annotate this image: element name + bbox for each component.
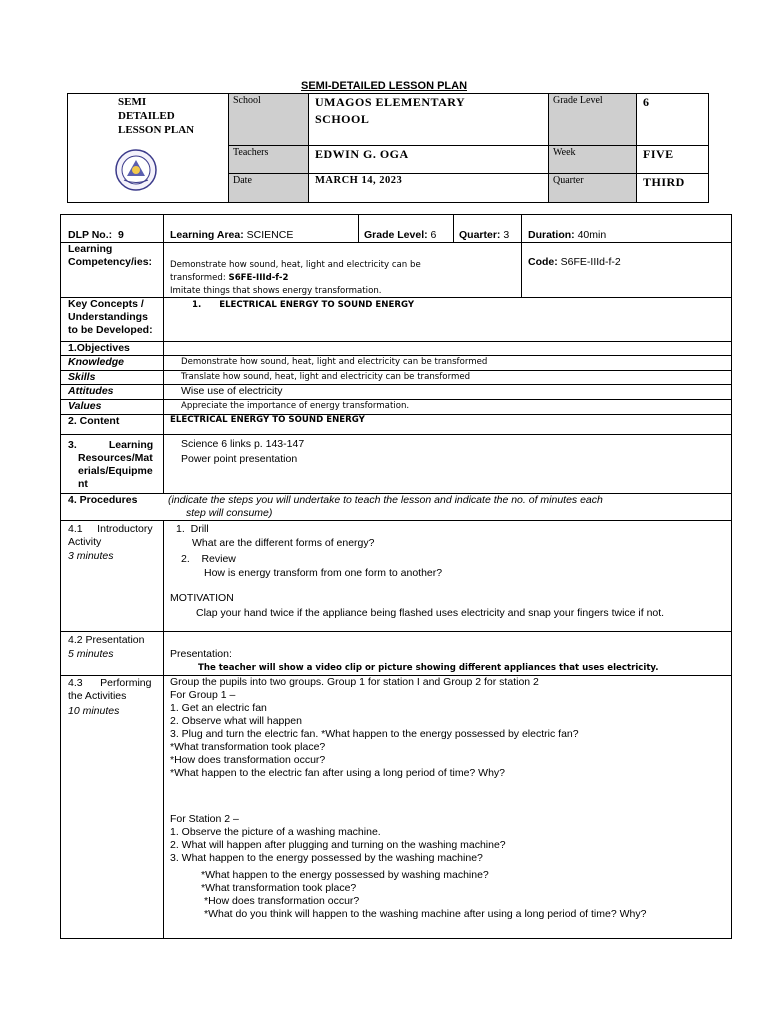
school-value-cell: [308, 94, 548, 145]
school-label: School: [233, 95, 261, 106]
attitudes-text: Wise use of electricity: [181, 385, 283, 397]
list-item: Group the pupils into two groups. Group 1 for station I and Group 2 for station 2: [170, 676, 539, 688]
list-item: 2. What will happen after plugging and turning on the washing machine?: [170, 839, 506, 851]
knowledge-text: Demonstrate how sound, heat, light and electricity can be transformed: [181, 357, 488, 367]
duration-cell: Duration: 40min: [528, 229, 607, 241]
competency-label: Learning Competency/ies:: [68, 243, 153, 268]
review-question: How is energy transform from one form to another?: [204, 567, 443, 579]
performing-time: 10 minutes: [68, 705, 120, 717]
content-label: 2. Content: [68, 415, 120, 427]
grade-level-value-cell: [636, 94, 708, 145]
presentation-label: 4.2 Presentation: [68, 634, 145, 646]
list-item: 1. Get an electric fan: [170, 702, 267, 714]
introductory-label: 4.1 Introductory Activity: [68, 523, 153, 548]
presentation-time: 5 minutes: [68, 648, 114, 660]
performing-group-1-text: [170, 676, 579, 780]
quarter-cell: Quarter: 3: [459, 229, 510, 241]
list-item: 3. What happen to the energy possessed by the washing machine?: [170, 852, 483, 864]
teachers-value-cell: [308, 145, 548, 173]
quarter-value-cell: [636, 173, 708, 202]
grade-level-value: 6: [643, 95, 650, 109]
resources-label: 3. Learning Resources/Mat erials/Equipme nt: [68, 439, 154, 490]
quarter-label: Quarter: [553, 175, 584, 186]
drill-item: 1. Drill: [176, 523, 209, 535]
header-left-title: SEMI DETAILED LESSON PLAN: [118, 96, 195, 136]
teachers-label: Teachers: [233, 147, 269, 158]
competency-text-1: Demonstrate how sound, heat, light and electricity can be: [170, 260, 421, 270]
grade-level-cell: Grade Level: 6: [364, 229, 437, 241]
review-item: 2. Review: [181, 553, 236, 565]
resource-line-2: Power point presentation: [181, 453, 298, 465]
list-item: For Group 1 –: [170, 689, 236, 701]
list-item: *How does transformation occur?: [204, 895, 360, 907]
objectives-label: 1.Objectives: [68, 342, 130, 354]
week-value: FIVE: [643, 147, 674, 161]
list-item: *How does transformation occur?: [170, 754, 326, 766]
dlp-cell: DLP No.: 9: [68, 229, 124, 241]
header-left-cell: [68, 94, 228, 202]
skills-text: Translate how sound, heat, light and electricity can be transformed: [181, 372, 471, 382]
list-item: *What transformation took place?: [170, 741, 326, 753]
knowledge-label: Knowledge: [68, 356, 125, 368]
list-item: *What transformation took place?: [201, 882, 357, 894]
deped-seal-icon: [115, 149, 157, 191]
introductory-time: 3 minutes: [68, 550, 114, 562]
performing-label: 4.3 Performing the Activities: [68, 677, 152, 702]
procedures-note-1: (indicate the steps you will undertake to teach the lesson and indicate the no. of minutes each: [168, 494, 603, 506]
key-concepts-label: Key Concepts / Understandings to be Developed:: [68, 298, 153, 336]
school-value: UMAGOS ELEMENTARY SCHOOL: [315, 95, 466, 126]
list-item: For Station 2 –: [170, 813, 239, 825]
motivation-text: Clap your hand twice if the appliance being flashed uses electricity and snap your fingers twice if not.: [196, 607, 665, 619]
values-label: Values: [68, 400, 102, 412]
date-label-cell: [228, 173, 308, 202]
date-value-cell: [308, 173, 548, 202]
skills-label: Skills: [68, 371, 96, 383]
list-item: *What happen to the energy possessed by washing machine?: [201, 869, 489, 881]
code-cell: Code: S6FE-IIId-f-2: [528, 256, 621, 268]
date-label: Date: [233, 175, 252, 186]
school-label-cell: [228, 94, 308, 145]
values-text: Appreciate the importance of energy transformation.: [181, 401, 410, 411]
competency-text-2: transformed: S6FE-IIId-f-2: [170, 273, 289, 283]
content-text: ELECTRICAL ENERGY TO SOUND ENERGY: [170, 415, 365, 425]
competency-text-3: Imitate things that shows energy transformation.: [170, 286, 382, 296]
motivation-heading: MOTIVATION: [170, 592, 234, 604]
teachers-value: EDWIN G. OGA: [315, 147, 409, 161]
lesson-table: [60, 214, 732, 939]
teachers-label-cell: [228, 145, 308, 173]
list-item: *What happen to the electric fan after using a long period of time? Why?: [170, 767, 506, 779]
quarter-label-cell: [548, 173, 636, 202]
performing-station-2-questions-b: [204, 895, 646, 921]
week-label-cell: [548, 145, 636, 173]
list-item: 1. Observe the picture of a washing machine.: [170, 826, 381, 838]
resource-line-1: Science 6 links p. 143-147: [181, 438, 305, 450]
presentation-text: The teacher will show a video clip or picture showing different appliances that uses electricity.: [198, 663, 659, 673]
drill-question: What are the different forms of energy?: [192, 537, 375, 549]
quarter-value: THIRD: [643, 175, 685, 189]
procedures-label: 4. Procedures: [68, 494, 138, 506]
performing-station-2-questions-a: [201, 869, 489, 895]
learning-area-cell: Learning Area: SCIENCE: [170, 229, 294, 241]
week-value-cell: [636, 145, 708, 173]
attitudes-label: Attitudes: [68, 385, 114, 397]
procedures-note-2: step will consume): [186, 507, 273, 519]
header-table: [67, 93, 709, 203]
presentation-heading: Presentation:: [170, 648, 232, 660]
grade-level-label-cell: [548, 94, 636, 145]
page-title: SEMI-DETAILED LESSON PLAN: [300, 80, 468, 92]
list-item: 2. Observe what will happen: [170, 715, 302, 727]
list-item: 3. Plug and turn the electric fan. *What happen to the energy possessed by electric fan?: [170, 728, 579, 740]
week-label: Week: [553, 147, 576, 158]
date-value: MARCH 14, 2023: [315, 175, 403, 186]
key-concept-item: 1. ELECTRICAL ENERGY TO SOUND ENERGY: [192, 300, 415, 310]
performing-station-2-text: [170, 813, 506, 865]
grade-level-label: Grade Level: [553, 95, 603, 106]
list-item: *What do you think will happen to the washing machine after using a long period of time? Why?: [204, 908, 647, 920]
